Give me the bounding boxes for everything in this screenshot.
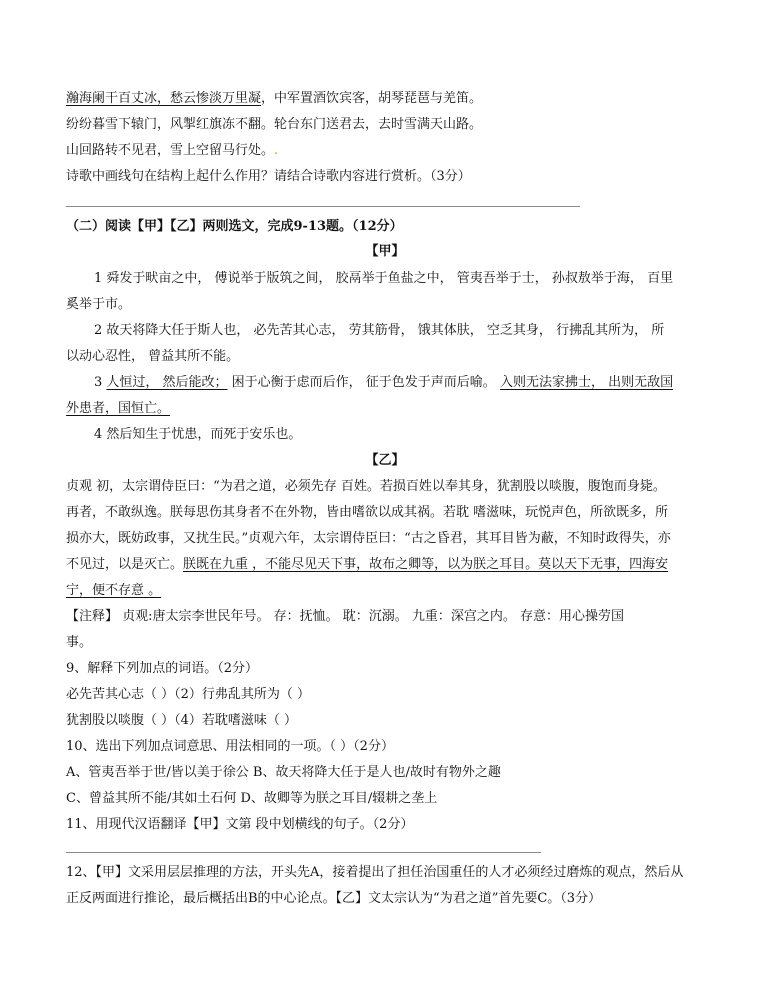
yellow-dot-mark: . [274, 143, 279, 158]
yi-line-2: 再者，不敢纵逸。朕每思伤其身者不在外物，皆由嗜欲以成其祸。若耽 嗜滋味，玩悦声色，所欲既多，所 [66, 505, 669, 520]
underlined-sentence: 人恒过， 然后能改； [106, 375, 228, 390]
jia-paragraph-2: 2 故天将降大任于斯人也， 必先苦其心志， 劳其筋骨， 饿其体肤， 空乏其身， 行拂乱其所为， 所 [94, 323, 665, 338]
question-12-cont: 正反两面进行推论，最后概括出B的中心论点。【乙】文太宗认为“为君之道”首先要C。（3分） [66, 891, 602, 906]
question-10-options-ab: A、管夷吾举于世/皆以美于徐公 B、故天将降大任于是人也/故时有物外之趣 [66, 765, 501, 780]
question-10-options-cd: C、曾益其所不能/其如土石何 D、故卿等为朕之耳目/辍耕之垄上 [66, 791, 438, 806]
section-heading: （二）阅读【甲】【乙】两则选文，完成9-13题。（12分） [66, 219, 403, 234]
divider-rule [66, 206, 580, 207]
poem-line-1: 瀚海阑干百丈冰，愁云惨淡万里凝，中军置酒饮宾客，胡琴琵琶与羌笛。 [66, 91, 483, 106]
jia-paragraph-2-cont: 以动心忍性， 曾益其所不能。 [66, 349, 240, 364]
underlined-sentence: 宁，便不存意 。 [66, 583, 162, 598]
question-9: 9、解释下列加点的词语。（2分） [66, 661, 259, 676]
yi-title: 【乙】 [365, 453, 405, 468]
annotation-note: 【注释】 贞观:唐太宗李世民年号。 存：抚恤。 耽：沉溺。 九重：深宫之内。 存意：用心操劳国 [66, 609, 625, 624]
question-10: 10、选出下列加点词意思、用法相同的一项。（ ）（2分） [66, 739, 394, 754]
question-12: 12、【甲】文采用层层推理的方法，开头先A，接着提出了担任治国重任的人才必须经过磨炼的观点，然后从 [66, 865, 684, 880]
yi-line-5 [66, 582, 161, 600]
underlined-sentence: 朕既在九重 ，不能尽见天下事，故布之卿等，以为朕之耳目。莫以天下无事，四海安 [183, 557, 669, 572]
jia-paragraph-3-cont [66, 400, 170, 418]
underlined-sentence: 外患者，国恒亡。 [66, 401, 171, 416]
underlined-sentence: 入则无法家拂士， 出则无敌国 [499, 375, 674, 390]
poem-line-2: 纷纷暮雪下辕门，风掣红旗冻不翻。轮台东门送君去，去时雪满天山路。 [66, 117, 483, 132]
jia-paragraph-3: 3 人恒过， 然后能改； 困于心衡于虑而后作， 征于色发于声而后喻。 入则无法家拂士， 出则无敌国 [94, 375, 674, 390]
yi-line-4: 不见过，以是灭亡。朕既在九重 ，不能尽见天下事，故布之卿等，以为朕之耳目。莫以天下无事，四海安 [66, 557, 669, 572]
yi-line-1: 贞观 初，太宗谓侍臣曰：“为君之道，必须先存 百姓。若损百姓以奉其身，犹割股以啖腹，腹饱而身毙。 [66, 479, 666, 494]
poem-line-3: 山回路转不见君，雪上空留马行处。. [66, 143, 279, 158]
jia-title: 【甲】 [365, 244, 405, 259]
jia-paragraph-1-cont: 奚举于市。 [66, 297, 132, 312]
question-11: 11、用现代汉语翻译【甲】文第 段中划横线的句子。（2分） [66, 817, 414, 832]
jia-paragraph-4: 4 然后知生于忧患，而死于安乐也。 [94, 427, 302, 442]
yi-line-3: 损亦大，既妨政事，又扰生民。”贞观六年，太宗谓侍臣曰：“古之昏君，其耳目皆为蔽，不知时政得失，亦 [66, 531, 671, 546]
jia-paragraph-1: 1 舜发于畎亩之中， 傅说举于版筑之间， 胶鬲举于鱼盐之中， 管夷吾举于士， 孙叔敖举于海， 百里 [94, 271, 674, 286]
question-9-items-b: 犹割股以啖腹（ ）（4）若耽嗜滋味（ ） [66, 713, 298, 728]
question-9-items-a: 必先苦其心志（ ）（2）行弗乱其所为（ ） [66, 687, 311, 702]
underlined-poem-verse: 瀚海阑干百丈冰，愁云惨淡万里凝 [66, 91, 262, 106]
poem-question: 诗歌中画线句在结构上起什么作用？请结合诗歌内容进行赏析。（3分） [66, 169, 471, 184]
annotation-note-cont: 事。 [66, 635, 93, 650]
answer-line [66, 852, 541, 853]
